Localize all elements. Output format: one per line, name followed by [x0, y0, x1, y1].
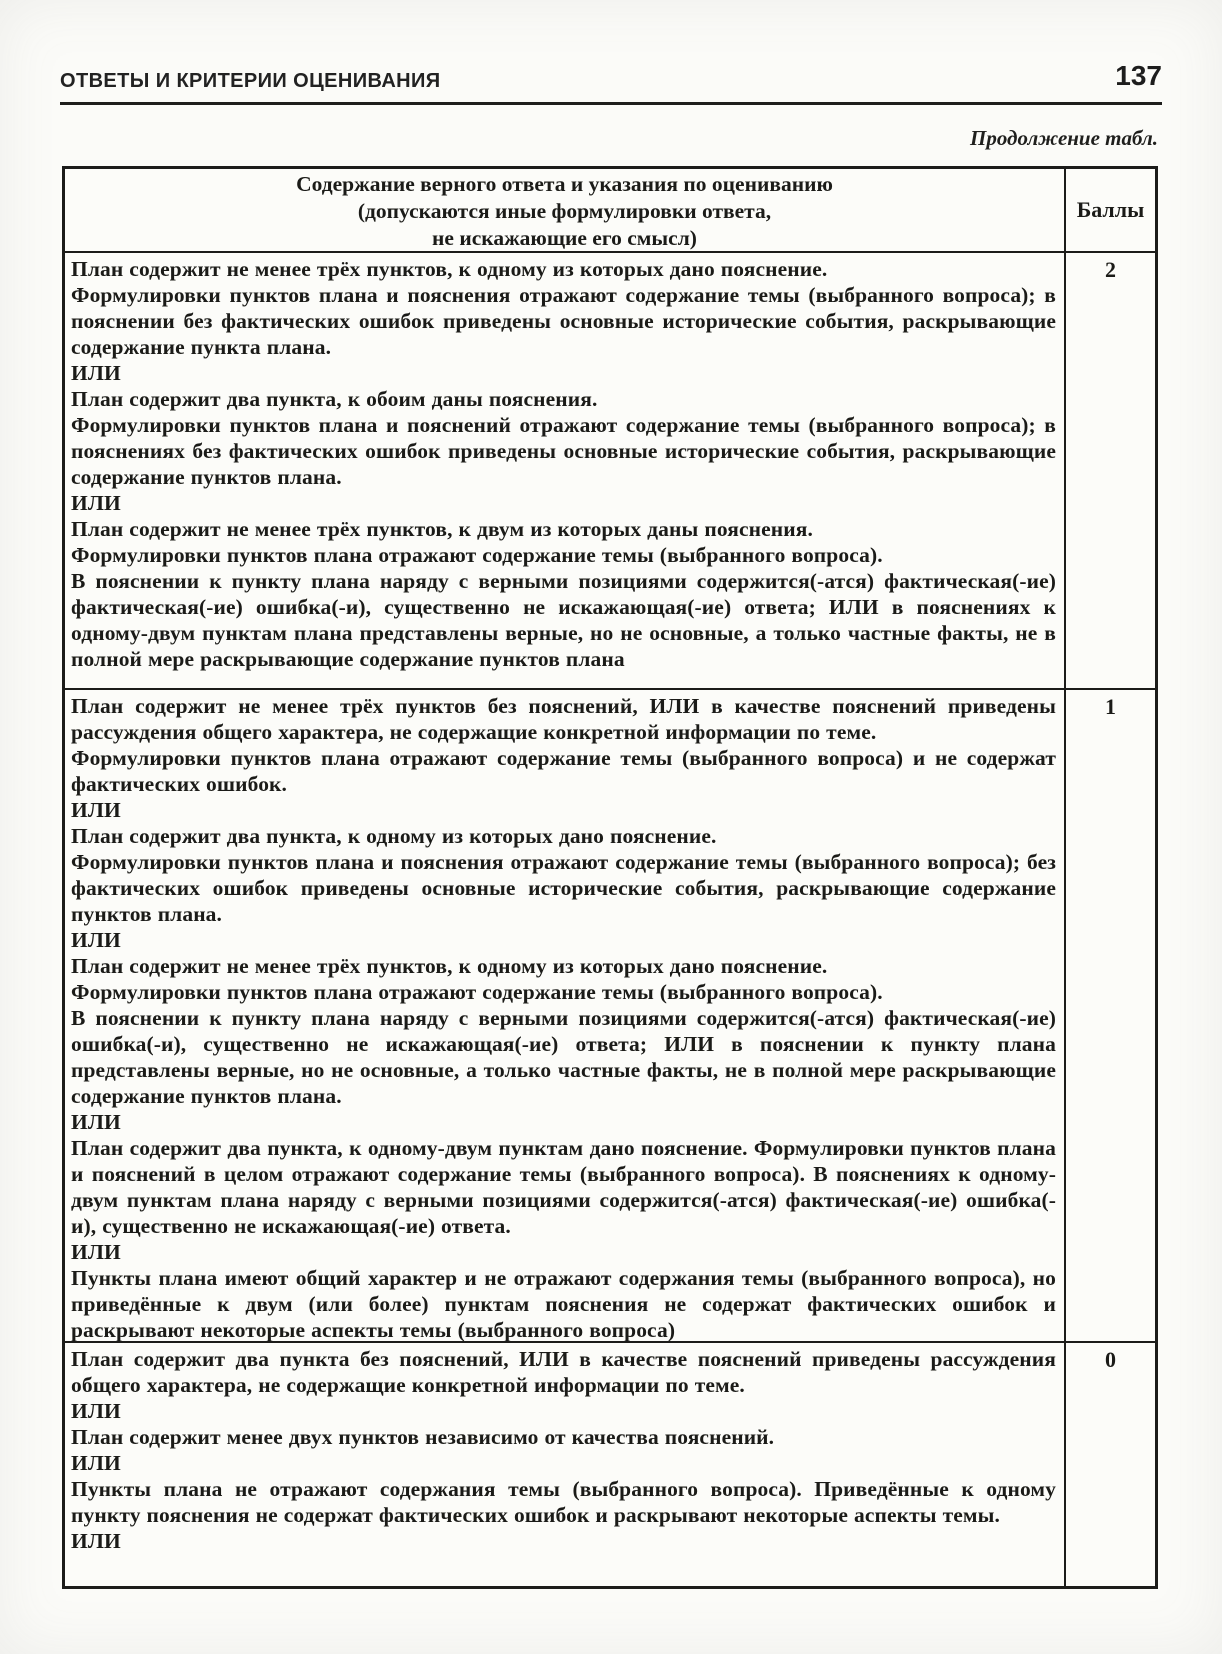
- criteria-paragraph: В пояснении к пункту плана наряду с верными позициями содержится(-атся) фактическая(-ие) фактическая(-ие) ошибка(-и), существенно не искажающая(-ие) ответа; ИЛИ в пояснениях к одному-двум пунктам плана представлены верные, но не основные, а только частные факты, не в полной мере раскрывающие содержание пунктов плана: [71, 569, 1056, 671]
- criteria-paragraph: ИЛИ: [71, 1110, 121, 1134]
- table-header-line: Содержание верного ответа и указания по оцениванию: [296, 171, 833, 196]
- criteria-paragraph: План содержит два пункта, к одному из которых дано пояснение.: [71, 824, 717, 848]
- score-value: 2: [1105, 257, 1116, 282]
- table-header-row: [65, 169, 1155, 251]
- criteria-paragraph: Пункты плана имеют общий характер и не отражают содержания темы (выбранного вопроса), но приведённые к двум (или более) пунктам пояснения не содержат фактических ошибок и раскрывают некоторые аспекты темы (выбранного вопроса): [71, 1266, 1056, 1341]
- criteria-content-cell: [65, 690, 1066, 1341]
- criteria-paragraph: План содержит не менее трёх пунктов, к двум из которых даны пояснения.: [71, 517, 813, 541]
- table-header-line: (допускаются иные формулировки ответа,: [357, 198, 772, 223]
- criteria-row-score-1: [65, 688, 1155, 1341]
- score-cell: [1066, 690, 1155, 1341]
- score-value: 1: [1105, 694, 1116, 719]
- criteria-paragraph: В пояснении к пункту плана наряду с верными позициями содержится(-атся) фактическая(-ие) ошибка(-и), существенно не искажающая(-ие) ответа; ИЛИ в пояснении к пункту плана представлены верные, но не основные, а только частные факты, не в полной мере раскрывающие содержание пунктов плана.: [71, 1006, 1056, 1108]
- criteria-paragraph: ИЛИ: [71, 361, 121, 385]
- table-header-points-cell: [1066, 169, 1155, 251]
- criteria-paragraph: ИЛИ: [71, 1529, 121, 1553]
- criteria-paragraph: ИЛИ: [71, 491, 121, 515]
- criteria-paragraph: ИЛИ: [71, 798, 121, 822]
- criteria-content-cell: [65, 1343, 1066, 1586]
- criteria-paragraph: ИЛИ: [71, 928, 121, 952]
- points-column-label: Баллы: [1076, 197, 1145, 222]
- table-header-content-cell: [65, 169, 1066, 251]
- criteria-paragraph: Формулировки пунктов плана и пояснений отражают содержание темы (выбранного вопроса); в пояснениях без фактических ошибок приведены основные исторические события, раскрывающие содержание пунктов плана.: [71, 413, 1056, 489]
- running-head-title: ОТВЕТЫ И КРИТЕРИИ ОЦЕНИВАНИЯ: [60, 70, 441, 92]
- criteria-paragraph: ИЛИ: [71, 1451, 121, 1475]
- criteria-paragraph: План содержит не менее трёх пунктов, к одному из которых дано пояснение.: [71, 954, 828, 978]
- criteria-paragraph: Формулировки пунктов плана отражают содержание темы (выбранного вопроса).: [71, 543, 883, 567]
- criteria-row-score-2: [65, 251, 1155, 688]
- criteria-paragraph: Формулировки пунктов плана отражают содержание темы (выбранного вопроса) и не содержат фактических ошибок.: [71, 746, 1056, 796]
- criteria-paragraph: Пункты плана не отражают содержания темы (выбранного вопроса). Приведённые к одному пункту пояснения не содержат фактических ошибок и раскрывают некоторые аспекты темы.: [71, 1477, 1056, 1527]
- criteria-paragraph: План содержит два пункта без пояснений, ИЛИ в качестве пояснений приведены рассуждения общего характера, не содержащие конкретной информации по теме.: [71, 1347, 1056, 1397]
- criteria-paragraph: План содержит не менее трёх пунктов без пояснений, ИЛИ в качестве пояснений приведены рассуждения общего характера, не содержащие конкретной информации по теме.: [71, 694, 1056, 744]
- criteria-content-cell: [65, 253, 1066, 688]
- criteria-row-score-0: [65, 1341, 1155, 1586]
- score-cell: [1066, 253, 1155, 688]
- score-value: 0: [1105, 1347, 1116, 1372]
- criteria-paragraph: Формулировки пунктов плана и пояснения отражают содержание темы (выбранного вопроса); без фактических ошибок приведены основные исторические события, раскрывающие содержание пунктов плана.: [71, 850, 1056, 926]
- criteria-paragraph: Формулировки пунктов плана и пояснения отражают содержание темы (выбранного вопроса); в пояснении без фактических ошибок приведены основные исторические события, раскрывающие содержание пункта плана.: [71, 283, 1056, 359]
- criteria-paragraph: План содержит два пункта, к одному-двум пунктам дано пояснение. Формулировки пунктов плана и пояснений в целом отражают содержание темы (выбранного вопроса). В пояснениях к одному-двум пунктам плана наряду с верными позициями содержится(-атся) фактическая(-ие) ошибка(-и), существенно не искажающая(-ие) ответа.: [71, 1136, 1056, 1238]
- criteria-paragraph: Формулировки пунктов плана отражают содержание темы (выбранного вопроса).: [71, 980, 883, 1004]
- page-number: 137: [1115, 60, 1162, 91]
- criteria-paragraph: План содержит не менее трёх пунктов, к одному из которых дано пояснение.: [71, 257, 828, 281]
- header-divider-rule: [60, 102, 1162, 105]
- criteria-paragraph: ИЛИ: [71, 1240, 121, 1264]
- criteria-table: [62, 166, 1158, 1589]
- table-continuation-note: Продолжение табл.: [970, 126, 1158, 150]
- criteria-paragraph: ИЛИ: [71, 1399, 121, 1423]
- score-cell: [1066, 1343, 1155, 1586]
- criteria-paragraph: План содержит два пункта, к обоим даны пояснения.: [71, 387, 598, 411]
- table-header-line: не искажающие его смысл): [432, 225, 697, 250]
- criteria-paragraph: План содержит менее двух пунктов независимо от качества пояснений.: [71, 1425, 775, 1449]
